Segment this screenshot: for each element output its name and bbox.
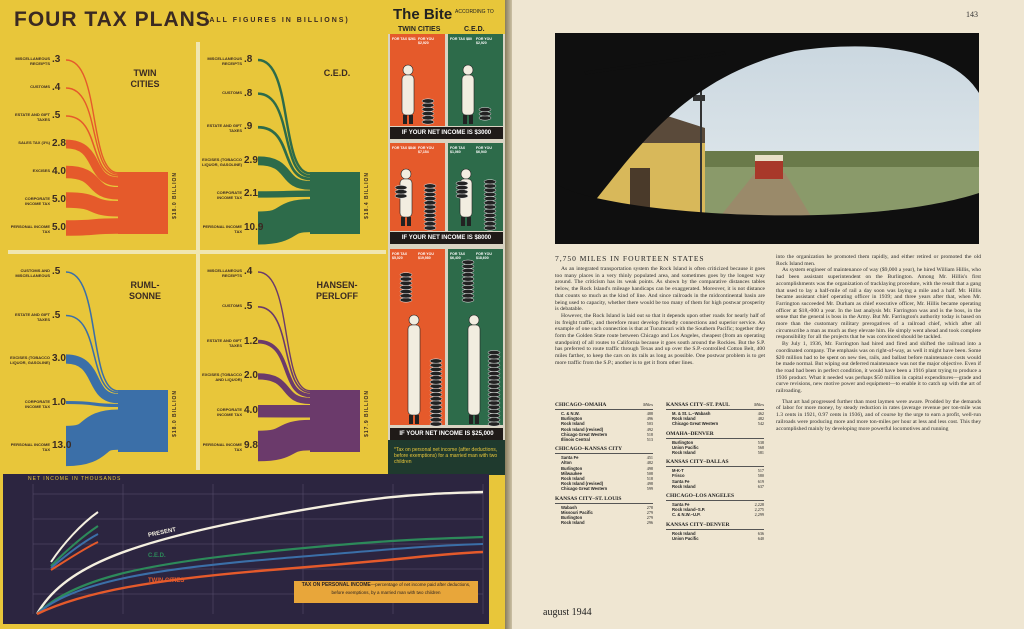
tax-row-value: 2.9 bbox=[244, 154, 258, 166]
route-header: CHICAGO–LOS ANGELES bbox=[666, 493, 764, 501]
table-row: Santa Fe 451 bbox=[561, 455, 653, 461]
bite-amount: FOR YOU $6,940 bbox=[476, 146, 492, 154]
tax-flow-band bbox=[258, 435, 310, 446]
coin bbox=[462, 281, 474, 285]
taxpayer-figure bbox=[408, 315, 420, 424]
coin bbox=[488, 392, 500, 396]
plan-total: $17.9 BILLION bbox=[364, 390, 370, 437]
coin bbox=[424, 188, 436, 192]
tax-row-value: .8 bbox=[244, 87, 253, 99]
coin bbox=[488, 422, 500, 426]
coin bbox=[400, 289, 412, 293]
route-header: CHICAGO–OMAHA Miles bbox=[555, 402, 653, 408]
tax-row-value: .8 bbox=[244, 54, 253, 65]
bite-amount: FOR TAX $5,020 bbox=[392, 252, 408, 260]
tax-row-value: .5 bbox=[52, 110, 61, 121]
tax-flow-band bbox=[258, 272, 310, 391]
coin bbox=[484, 192, 496, 196]
tax-row-label: CUSTOMS bbox=[222, 89, 242, 95]
coin bbox=[488, 350, 500, 354]
bite-col-ced: C.E.D. bbox=[464, 26, 485, 33]
taxpayer-figure bbox=[468, 315, 480, 424]
tax-flow-band bbox=[258, 194, 310, 195]
route-group bbox=[666, 522, 764, 541]
page-subtitle: (ALL FIGURES IN BILLIONS) bbox=[205, 17, 350, 24]
coin bbox=[484, 222, 496, 226]
route-header: KANSAS CITY–DALLAS bbox=[666, 459, 764, 467]
coin bbox=[400, 298, 412, 302]
coin bbox=[488, 371, 500, 375]
coin bbox=[488, 376, 500, 380]
tax-row-value: 1.2 bbox=[244, 335, 258, 347]
tax-total-block bbox=[310, 172, 360, 234]
coin bbox=[430, 384, 442, 388]
coin bbox=[462, 285, 474, 289]
table-row: Chicago Great Western 542 bbox=[672, 421, 764, 427]
bite-amount: FOR TAX $80 bbox=[450, 37, 472, 41]
tax-row-label: ESTATE AND GIFT TAXES bbox=[206, 337, 242, 348]
tax-flow-band bbox=[66, 200, 118, 209]
bite-amount: FOR TAX $1,060 bbox=[450, 146, 466, 154]
tax-row-value: 5.0 bbox=[52, 194, 66, 205]
coin bbox=[488, 397, 500, 401]
article-column-2 bbox=[776, 254, 981, 432]
chart-title: NET INCOME IN THOUSANDS bbox=[28, 476, 122, 482]
coin bbox=[422, 107, 434, 111]
tax-row-value: 4.0 bbox=[244, 405, 258, 417]
coin bbox=[462, 298, 474, 302]
coin bbox=[424, 192, 436, 196]
taxpayer-figure bbox=[462, 65, 474, 124]
tax-row-value: .5 bbox=[52, 266, 61, 277]
tax-row-value: 2.0 bbox=[244, 370, 258, 382]
paragraph: into the organization he promoted them rapidly, and either retired or promoted the old Rock Island men. bbox=[776, 254, 981, 267]
bite-amount: FOR TAX $261 bbox=[392, 37, 416, 41]
article-column-1 bbox=[555, 266, 765, 367]
tax-row-label: CUSTOMS AND MISCELLANEOUS bbox=[15, 268, 50, 278]
taxpayer-figures bbox=[388, 0, 505, 475]
income-level-bar: IF YOUR NET INCOME IS $8000 bbox=[390, 232, 503, 244]
caption-text: —percentage of net income paid after deductions, before exemptions, by a married man with two children bbox=[331, 582, 471, 595]
coin bbox=[488, 359, 500, 363]
tax-row-value: 2.8 bbox=[52, 138, 66, 149]
coin bbox=[488, 355, 500, 359]
table-row: M. & St. L.–Wabash 462 bbox=[672, 411, 764, 416]
bite-amount: FOR YOU $2,920 bbox=[418, 37, 434, 45]
tax-row-label: CORPORATE INCOME TAX bbox=[24, 398, 50, 409]
bite-title: The Bite bbox=[393, 6, 453, 23]
paragraph: As an integrated transportation system the Rock Island is often criticized because it goes too many places in a very thinly populated area, and sometimes goes by the longest way around. The criticism has its weak points. As shown by the comparative distances tables below, the Rock Island's mileage handicaps can be exaggerated. Moreover, it is not distance that counts so much as the kind of line. And since railroads in the midcontinental basin are being used to capacity, whether there would be too many of them for high postwar prosperity is debatable. bbox=[555, 266, 765, 313]
coin bbox=[488, 409, 500, 413]
table-row: Santa Fe 619 bbox=[672, 478, 764, 484]
coin bbox=[430, 371, 442, 375]
table-row: Wabash 278 bbox=[561, 504, 653, 510]
table-row: Rock Island 503 bbox=[561, 421, 653, 427]
tax-row-value: 3.0 bbox=[52, 353, 66, 364]
tax-row-label: CUSTOMS bbox=[222, 302, 242, 308]
bite-amount: FOR YOU $2,920 bbox=[476, 37, 492, 45]
tax-row-label: EXCISES bbox=[32, 168, 50, 173]
article-headline: 7,750 MILES IN FOURTEEN STATES bbox=[555, 254, 705, 263]
coin bbox=[462, 294, 474, 298]
coin bbox=[484, 184, 496, 188]
page-number: 143 bbox=[966, 10, 978, 19]
tax-row-label: PERSONAL INCOME TAX bbox=[202, 224, 242, 234]
tax-flow-band bbox=[66, 359, 118, 399]
tax-row-label: CORPORATE INCOME TAX bbox=[216, 407, 242, 418]
tax-row-value: .5 bbox=[244, 300, 253, 312]
bite-amount: FOR YOU $18,600 bbox=[476, 252, 492, 260]
table-row: Milwaukee 508 bbox=[561, 470, 653, 476]
tax-row-label: CORPORATE INCOME TAX bbox=[24, 196, 50, 206]
tax-row-label: ESTATE AND GIFT TAXES bbox=[14, 112, 50, 122]
tax-row-label: MISCELLANEOUS RECEIPTS bbox=[15, 56, 50, 66]
route-group bbox=[666, 493, 764, 518]
coin bbox=[488, 384, 500, 388]
tax-row-label: EXCISES (TOBACCO LIQUOR, GASOLINE) bbox=[202, 156, 242, 167]
table-row: C. & N.W. 488 bbox=[561, 411, 653, 416]
coin bbox=[424, 201, 436, 205]
coin bbox=[456, 190, 468, 194]
table-row: Illinois Central 513 bbox=[561, 437, 653, 443]
bite-amount: FOR TAX $846 bbox=[392, 146, 416, 150]
coin bbox=[430, 363, 442, 367]
coin bbox=[430, 405, 442, 409]
caption-bold: TAX ON PERSONAL INCOME bbox=[301, 582, 371, 588]
coin bbox=[462, 277, 474, 281]
route-group bbox=[555, 496, 653, 526]
route-group bbox=[666, 402, 764, 427]
route-group bbox=[555, 446, 653, 491]
paragraph: However, the Rock Island is laid out so that it depends upon other roads for nearly half of its freight traffic, and therefore must develop friendly connections and superior service. An example of one such connection is that at Tucumcari with the Southern Pacific; together they form the Golden State route between Chicago and Los Angeles, cheapest (from an operating standpoint) of all routes to California because it goes south around the Rockies. But the S.P. has preferred to route traffic through Texas and up over the S.P.-controlled Cotton Belt, 400 miles farther, to keep the cars on its rails as long as possible. One postwar problem is to get more traffic from the S.P.; another is to get it from other lines. bbox=[555, 312, 765, 366]
tax-row-value: .4 bbox=[52, 82, 61, 93]
coin bbox=[430, 413, 442, 417]
plan-name: TWIN CITIES bbox=[130, 68, 160, 89]
table-row: Missouri Pacific 279 bbox=[561, 509, 653, 515]
tax-row-value: 1.0 bbox=[52, 396, 66, 408]
table-row: Rock Island 482 bbox=[672, 416, 764, 422]
table-row: Rock Island (revised) 498 bbox=[561, 481, 653, 487]
tax-total-block bbox=[118, 390, 168, 452]
tax-row-value: .5 bbox=[52, 309, 61, 321]
route-header: KANSAS CITY–DENVER bbox=[666, 522, 764, 530]
coin bbox=[395, 194, 407, 198]
coin bbox=[400, 277, 412, 281]
coin bbox=[395, 190, 407, 194]
tax-flow-band bbox=[258, 376, 310, 400]
coin bbox=[488, 405, 500, 409]
tax-row-value: 9.8 bbox=[244, 440, 258, 451]
bite-footnote: *Tax on personal net income (after deductions, before exemptions) for a married man with two children bbox=[392, 445, 508, 467]
table-row: C. & N.W.–U.P. 2,299 bbox=[672, 512, 764, 518]
route-group bbox=[666, 459, 764, 489]
tax-row-label: CORPORATE INCOME TAX bbox=[216, 190, 242, 201]
bite-amount: FOR YOU $19,980 bbox=[418, 252, 434, 260]
table-row: Union Pacific 568 bbox=[672, 444, 764, 450]
mileage-table-right bbox=[666, 402, 764, 545]
coin bbox=[488, 418, 500, 422]
income-level-bar: IF YOUR NET INCOME IS $3000 bbox=[390, 127, 503, 139]
route-group bbox=[555, 402, 653, 442]
table-row: Union Pacific 640 bbox=[672, 535, 764, 541]
coin bbox=[462, 264, 474, 268]
tax-row-value: .9 bbox=[244, 121, 253, 133]
coin bbox=[400, 281, 412, 285]
coin bbox=[462, 273, 474, 277]
table-row: Rock Island 581 bbox=[672, 450, 764, 456]
tax-row-value: .3 bbox=[52, 54, 61, 65]
tax-row-label: MISCELLANEOUS RECEIPTS bbox=[207, 56, 242, 66]
coin bbox=[488, 413, 500, 417]
bite-according: ACCORDING TO bbox=[455, 9, 494, 15]
coin bbox=[424, 217, 436, 221]
coin bbox=[484, 180, 496, 184]
plan-name: HANSEN-PERLOFF bbox=[316, 280, 358, 301]
tax-total-block bbox=[310, 390, 360, 452]
coin bbox=[422, 116, 434, 120]
coin bbox=[424, 209, 436, 213]
issue-date: august 1944 bbox=[543, 607, 592, 618]
tax-row-label: EXCISES (TOBACCO AND LIQUOR) bbox=[202, 372, 242, 383]
coin bbox=[484, 213, 496, 217]
tax-row-value: .4 bbox=[244, 266, 253, 277]
tax-row-label: MISCELLANEOUS RECEIPTS bbox=[207, 268, 242, 278]
coin bbox=[422, 120, 434, 124]
coin bbox=[424, 205, 436, 209]
coin bbox=[479, 112, 491, 116]
tax-row-label: PERSONAL INCOME TAX bbox=[202, 442, 242, 452]
plan-name: RUML-SONNE bbox=[128, 280, 161, 301]
coin bbox=[430, 422, 442, 426]
tax-row-label: SALES TAX (3%) bbox=[18, 140, 50, 145]
route-header: KANSAS CITY–ST. LOUIS bbox=[555, 496, 653, 504]
coin bbox=[462, 289, 474, 293]
plan-total: $18.0 BILLION bbox=[172, 390, 178, 437]
coin bbox=[400, 294, 412, 298]
table-row: Rock Island 518 bbox=[561, 476, 653, 482]
tax-row-value: 2.1 bbox=[244, 188, 258, 200]
coin bbox=[488, 367, 500, 371]
coin bbox=[430, 376, 442, 380]
coin bbox=[479, 116, 491, 120]
tax-row-label: PERSONAL INCOME TAX bbox=[10, 224, 50, 234]
bite-amount: FOR TAX $6,400 bbox=[450, 252, 466, 260]
table-row: Rock Island 637 bbox=[672, 483, 764, 489]
paragraph: That art had progressed further than most laymen were aware. Prodded by the demands of labor for more money, by steady reduction in rates (average revenue per ton-mile was 1.3 cents in 1921, 0.97 cents in 1936), and of course by the urge to earn a profit, well-run railroads were producing more and more ton-miles per hour at less and less cost. This they accomplished mainly by developing more powerful locomotives and running bbox=[776, 398, 981, 432]
table-row: Chicago Great Western 518 bbox=[561, 431, 653, 437]
tax-row-value: 5.0 bbox=[52, 222, 66, 233]
coin bbox=[430, 392, 442, 396]
coin bbox=[424, 184, 436, 188]
table-row: Burlington 538 bbox=[672, 439, 764, 445]
coin bbox=[462, 268, 474, 272]
coin bbox=[424, 226, 436, 230]
coin bbox=[484, 205, 496, 209]
coin bbox=[488, 401, 500, 405]
route-header: CHICAGO–KANSAS CITY bbox=[555, 446, 653, 454]
table-row: Frisco 580 bbox=[672, 473, 764, 479]
coin bbox=[484, 209, 496, 213]
table-row: Rock Island 636 bbox=[672, 530, 764, 536]
coin bbox=[430, 359, 442, 363]
plan-name: C.E.D. bbox=[323, 68, 351, 78]
mileage-table-left bbox=[555, 402, 653, 529]
line-label-present: PRESENT bbox=[147, 527, 177, 539]
coin bbox=[422, 103, 434, 107]
tax-flow-band bbox=[258, 216, 310, 228]
coin bbox=[456, 194, 468, 198]
tax-flow-band bbox=[258, 60, 310, 173]
route-header: OMAHA–DENVER bbox=[666, 431, 764, 439]
tax-row-value: 4.0 bbox=[52, 166, 66, 177]
table-row: M-K-T 517 bbox=[672, 468, 764, 474]
coin bbox=[488, 363, 500, 367]
coin bbox=[430, 401, 442, 405]
coin bbox=[422, 99, 434, 103]
tax-row-label: CUSTOMS bbox=[30, 84, 50, 89]
table-row: Burlington 498 bbox=[561, 465, 653, 471]
coin bbox=[400, 273, 412, 277]
tax-flow-band bbox=[66, 226, 118, 228]
coin bbox=[430, 367, 442, 371]
table-row: Rock Island–S.P. 2,275 bbox=[672, 507, 764, 513]
coin bbox=[422, 111, 434, 115]
paragraph: As system engineer of maintenance of way ($9,000 a year), he hired William Hillis, who had been assistant superintendent on the Burlington. Among Mr. Hillis's first accomplishments was the organization of tracklaying procedure, with the result that a gang that used to lay a half-mile of rail a day soon was laying a mile and a half. Mr. Hillis became assistant chief operating officer in 1939; and three years after that, when Mr. Farrington succeeded Mr. Durham as chief executive officer, Mr. Hillis became operating officer at $18,-000 a year. In the last analysis Mr. Farrington was and is the boss, in the sense that the general is boss in the Army. But Mr. Farrington's authority today is based on more than the customary military prerogatives of a railroad chief, which after all circumscribe a man as much as they elevate him. He simply went ahead and took complete responsibility for all the projects that he was convinced should be tackled. bbox=[776, 267, 981, 341]
table-row: Burlington 496 bbox=[561, 416, 653, 422]
tax-total-block bbox=[118, 172, 168, 234]
taxpayer-figure bbox=[402, 65, 414, 124]
tax-row-label: EXCISES (TOBACCO LIQUOR, GASOLINE) bbox=[10, 355, 50, 365]
table-row: Rock Island (revised) 492 bbox=[561, 426, 653, 432]
coin bbox=[484, 217, 496, 221]
tax-flow-band bbox=[66, 430, 118, 446]
coin bbox=[462, 260, 474, 264]
railroad-photo bbox=[555, 33, 979, 244]
tax-flow-band bbox=[66, 403, 118, 406]
coin bbox=[488, 388, 500, 392]
page-title: FOUR TAX PLANS bbox=[14, 8, 211, 31]
table-row: Santa Fe 2,228 bbox=[672, 502, 764, 508]
line-label-twin-cities: TWIN CITIES bbox=[148, 578, 185, 584]
coin bbox=[424, 213, 436, 217]
coin bbox=[484, 196, 496, 200]
tax-row-value: 13.0 bbox=[52, 440, 72, 451]
route-group bbox=[666, 431, 764, 456]
coin bbox=[430, 409, 442, 413]
coin bbox=[430, 380, 442, 384]
line-label-ced: C.E.D. bbox=[148, 553, 166, 559]
table-row: Burlington 279 bbox=[561, 515, 653, 521]
coin bbox=[430, 418, 442, 422]
table-row: Alton 482 bbox=[561, 460, 653, 466]
route-header: KANSAS CITY–ST. PAUL Miles bbox=[666, 402, 764, 408]
bite-amount: FOR YOU $7,154 bbox=[418, 146, 434, 154]
coin bbox=[395, 185, 407, 189]
coin bbox=[484, 188, 496, 192]
coin bbox=[424, 196, 436, 200]
chart-caption bbox=[294, 581, 478, 603]
plan-total: $18.0 BILLION bbox=[172, 172, 178, 219]
coin bbox=[484, 201, 496, 205]
table-row: Rock Island 296 bbox=[561, 520, 653, 526]
tax-row-label: ESTATE AND GIFT TAXES bbox=[206, 123, 242, 134]
coin bbox=[424, 222, 436, 226]
coin bbox=[456, 185, 468, 189]
income-level-bar: IF YOUR NET INCOME IS $25,000 bbox=[390, 428, 503, 440]
paragraph: By July 1, 1936, Mr. Farrington had hired and fired and shifted the railroad into a coordinated company. The emphasis was on right-of-way, as well it might have been. Some $20 million had to be spent on new ties, rails, and ballast before maintenance costs would be made normal. But wiping out deferred maintenance was not the major objective. Even if the road had been in perfect condition, it would have been a 1916 plant trying to produce a 1936 product. What it needed was perhaps $50 million in capital expenditures—grade and curve revisions, new motive power and equipment—to enable it to catch up with the art of railroading. bbox=[776, 341, 981, 395]
coin bbox=[430, 397, 442, 401]
coin bbox=[400, 285, 412, 289]
table-row: Chicago Great Western 599 bbox=[561, 486, 653, 492]
tax-row-value: 10.9 bbox=[244, 222, 264, 233]
coin bbox=[456, 181, 468, 185]
coin bbox=[479, 107, 491, 111]
coin bbox=[430, 388, 442, 392]
plan-total: $18.4 BILLION bbox=[364, 172, 370, 219]
coin bbox=[484, 226, 496, 230]
tax-row-label: ESTATE AND GIFT TAXES bbox=[14, 311, 50, 322]
bite-col-twin-cities: TWIN CITIES bbox=[398, 26, 441, 33]
tax-row-label: PERSONAL INCOME TAX bbox=[10, 442, 50, 452]
coin bbox=[488, 380, 500, 384]
